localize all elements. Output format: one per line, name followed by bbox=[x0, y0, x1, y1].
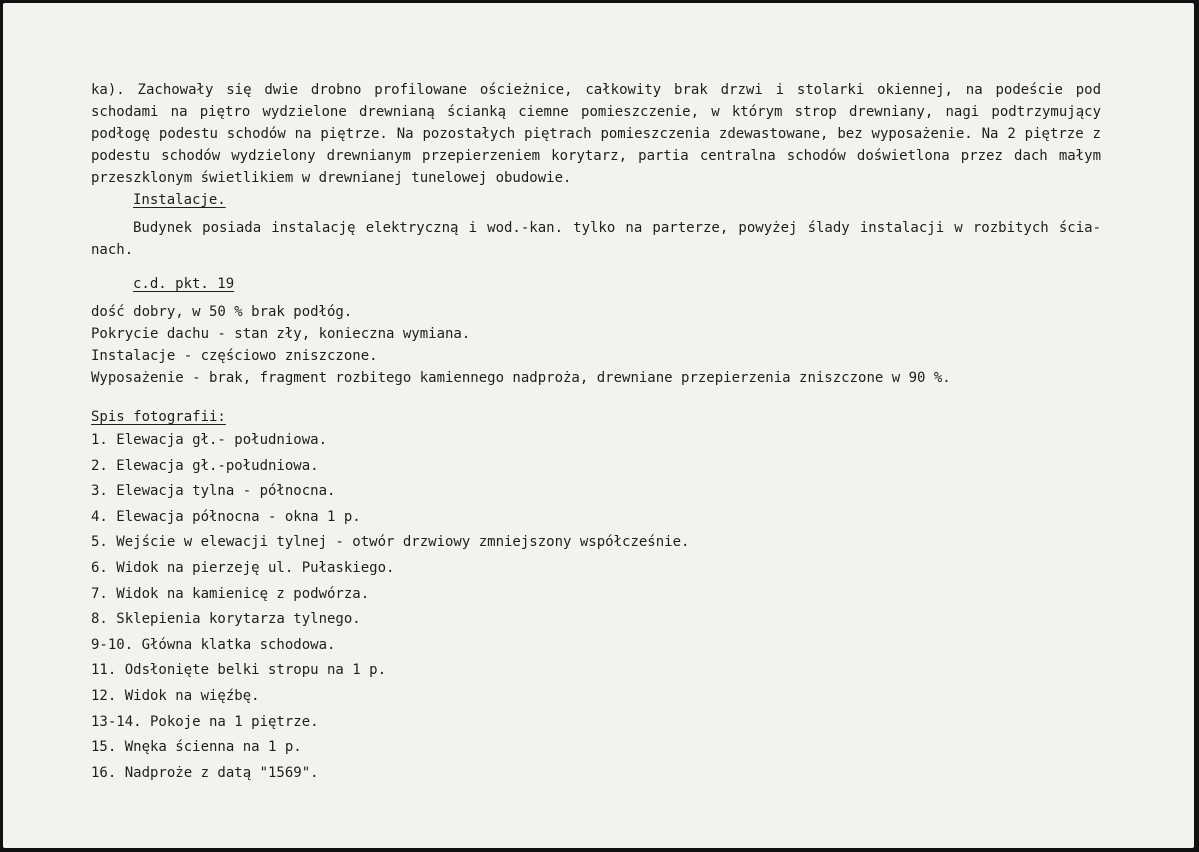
photo-item: 6. Widok na pierzeję ul. Pułaskiego. bbox=[91, 559, 395, 576]
photo-item: 7. Widok na kamienicę z podwórza. bbox=[91, 585, 370, 602]
photo-item: 4. Elewacja północna - okna 1 p. bbox=[91, 508, 361, 525]
photo-item: 13-14. Pokoje na 1 piętrze. bbox=[91, 713, 319, 730]
photo-item: 5. Wejście w elewacji tylnej - otwór drzwiowy zmniejszony współcześnie. bbox=[91, 534, 690, 551]
instalacje-line: Budynek posiada instalację elektryczną i wod.-kan. tylko na parterze, powyżej ślady instalacji w rozbitych ścia- bbox=[133, 220, 1101, 236]
cd-line: Wyposażenie - brak, fragment rozbitego kamiennego nadproża, drewniane przepierzenia zniszczone w 90 %. bbox=[91, 370, 951, 386]
instalacje-heading: Instalacje. bbox=[133, 192, 226, 208]
paragraph-line: podestu schodów wydzielony drewnianym przepierzeniem korytarz, partia centralna schodów doświetlona przez dach małym bbox=[91, 148, 1101, 164]
photo-item: 3. Elewacja tylna - północna. bbox=[91, 483, 336, 500]
cd-line: Instalacje - częściowo zniszczone. bbox=[91, 348, 378, 364]
description-paragraph bbox=[91, 79, 1101, 189]
document-page bbox=[3, 3, 1194, 848]
paragraph-line: podłogę podestu schodów na piętrze. Na pozostałych piętrach pomieszczenia zdewastowane, bez wyposażenie. Na 2 piętrze z bbox=[91, 126, 1101, 142]
photo-item: 9-10. Główna klatka schodowa. bbox=[91, 636, 336, 653]
instalacje-line: nach. bbox=[91, 242, 134, 258]
paragraph-line: ka). Zachowały się dwie drobno profilowane ościeżnice, całkowity brak drzwi i stolarki okiennej, na podeście pod bbox=[91, 82, 1101, 98]
photo-item: 2. Elewacja gł.-południowa. bbox=[91, 457, 319, 474]
paragraph-line: schodami na piętro wydzielone drewnianą ścianką ciemne pomieszczenie, w którym strop drewniany, nagi podtrzymujący bbox=[91, 104, 1101, 120]
photo-item: 8. Sklepienia korytarza tylnego. bbox=[91, 611, 361, 628]
photo-item: 11. Odsłonięte belki stropu na 1 p. bbox=[91, 662, 387, 679]
photo-item: 15. Wnęka ścienna na 1 p. bbox=[91, 739, 302, 756]
cd-line: dość dobry, w 50 % brak podłóg. bbox=[91, 304, 353, 320]
paragraph-line: przeszklonym świetlikiem w drewnianej tunelowej obudowie. bbox=[91, 170, 572, 186]
photo-item: 1. Elewacja gł.- południowa. bbox=[91, 432, 328, 448]
document-text bbox=[91, 79, 1101, 786]
cd-line: Pokrycie dachu - stan zły, konieczna wymiana. bbox=[91, 326, 471, 342]
photo-list bbox=[91, 428, 1101, 786]
cd-list bbox=[91, 301, 1101, 389]
photo-item: 16. Nadproże z datą "1569". bbox=[91, 764, 319, 781]
photos-heading: Spis fotografii: bbox=[91, 409, 226, 425]
photo-item: 12. Widok na więźbę. bbox=[91, 687, 260, 704]
cd-heading: c.d. pkt. 19 bbox=[133, 276, 235, 292]
